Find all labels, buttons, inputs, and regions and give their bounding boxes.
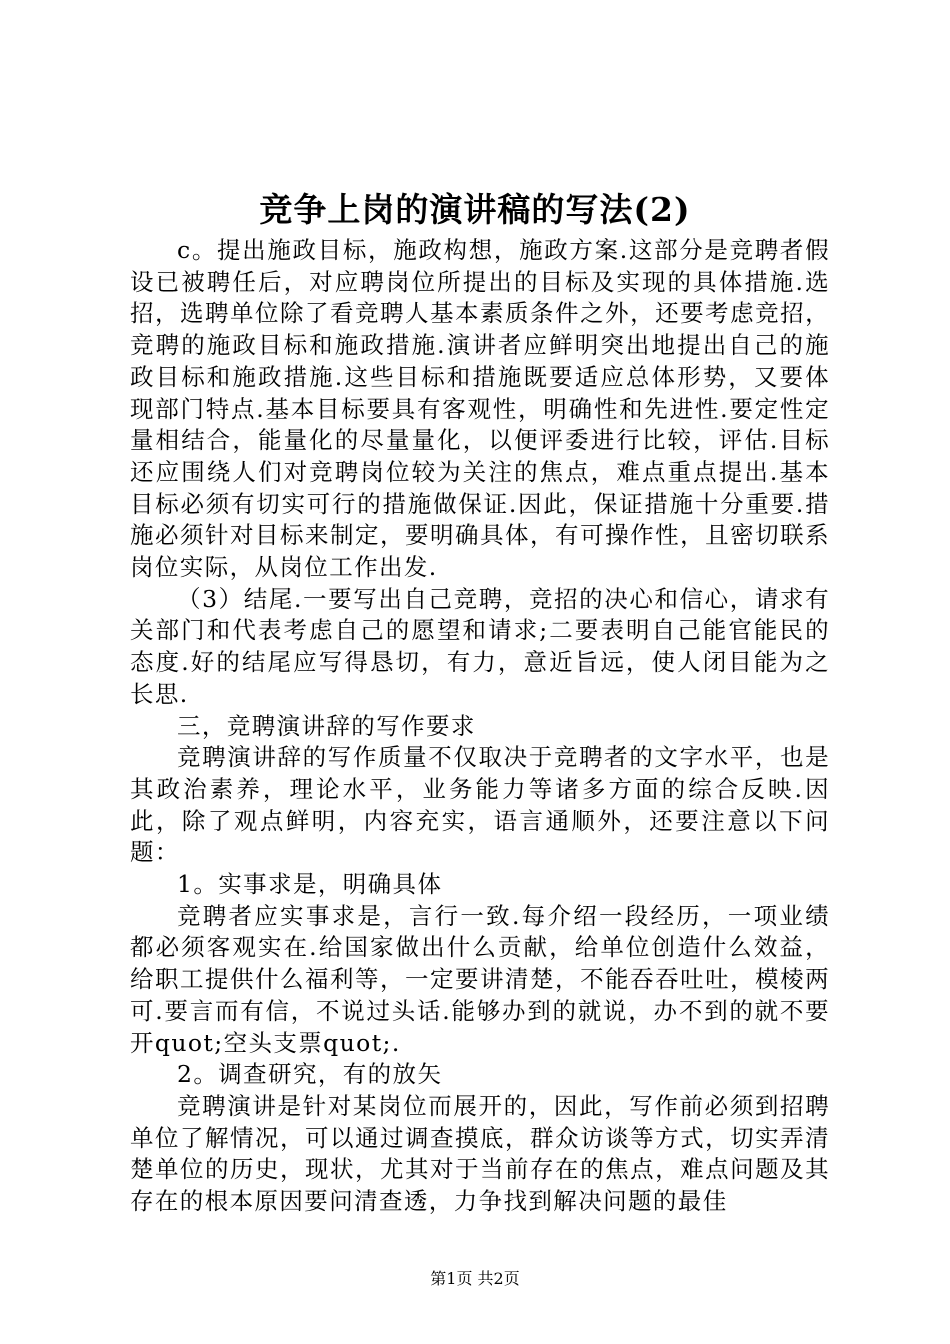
- paragraph-targets: c。提出施政目标，施政构想，施政方案.这部分是竞聘者假设已被聘任后，对应聘岗位所提出的目标及实现的具体措施.选招，选聘单位除了看竞聘人基本素质条件之外，还要考虑竞招，竞聘的施政目标和施政措施.演讲者应鲜明突出地提出自己的施政目标和施政措施.这些目标和措施既要适应总体形势，又要体现部门特点.基本目标要具有客观性，明确性和先进性.要定性定量相结合，能量化的尽量量化，以便评委进行比较，评估.目标还应围绕人们对竞聘岗位较为关注的焦点，难点重点提出.基本目标必须有切实可行的措施做保证.因此，保证措施十分重要.措施必须针对目标来制定，要明确具体，有可操作性，且密切联系岗位实际，从岗位工作出发.: [130, 236, 830, 582]
- paragraph-truthful: 竞聘者应实事求是，言行一致.每介绍一段经历，一项业绩都必须客观实在.给国家做出什么贡献，给单位创造什么效益，给职工提供什么福利等，一定要讲清楚，不能吞吞吐吐，模棱两可.要言而有信，不说过头话.能够办到的就说，办不到的就不要开quot;空头支票quot;.: [130, 901, 830, 1057]
- paragraph-requirements-intro: 竞聘演讲辞的写作质量不仅取决于竞聘者的文字水平，也是其政治素养，理论水平，业务能力等诸多方面的综合反映.因此，除了观点鲜明，内容充实，语言通顺外，还要注意以下问题：: [130, 743, 830, 867]
- document-body: [130, 235, 830, 1218]
- subheading-truthful: 1。实事求是，明确具体: [177, 870, 443, 899]
- page-number-footer: 第1页 共2页: [430, 1269, 520, 1288]
- subheading-research: 2。调查研究，有的放矢: [177, 1060, 443, 1089]
- page-title: 竞争上岗的演讲稿的写法(2): [259, 190, 691, 229]
- paragraph-research: 竞聘演讲是针对某岗位而展开的，因此，写作前必须到招聘单位了解情况，可以通过调查摸底，群众访谈等方式，切实弄清楚单位的历史，现状，尤其对于当前存在的焦点，难点问题及其存在的根本原因要问清查透，力争找到解决问题的最佳: [130, 1091, 830, 1216]
- section-heading-requirements: 三，竞聘演讲辞的写作要求: [177, 711, 476, 740]
- paragraph-ending: （3）结尾.一要写出自己竞聘，竞招的决心和信心，请求有关部门和代表考虑自己的愿望和请求;二要表明自己能官能民的态度.好的结尾应写得恳切，有力，意近旨远，使人闭目能为之长思.: [130, 584, 830, 708]
